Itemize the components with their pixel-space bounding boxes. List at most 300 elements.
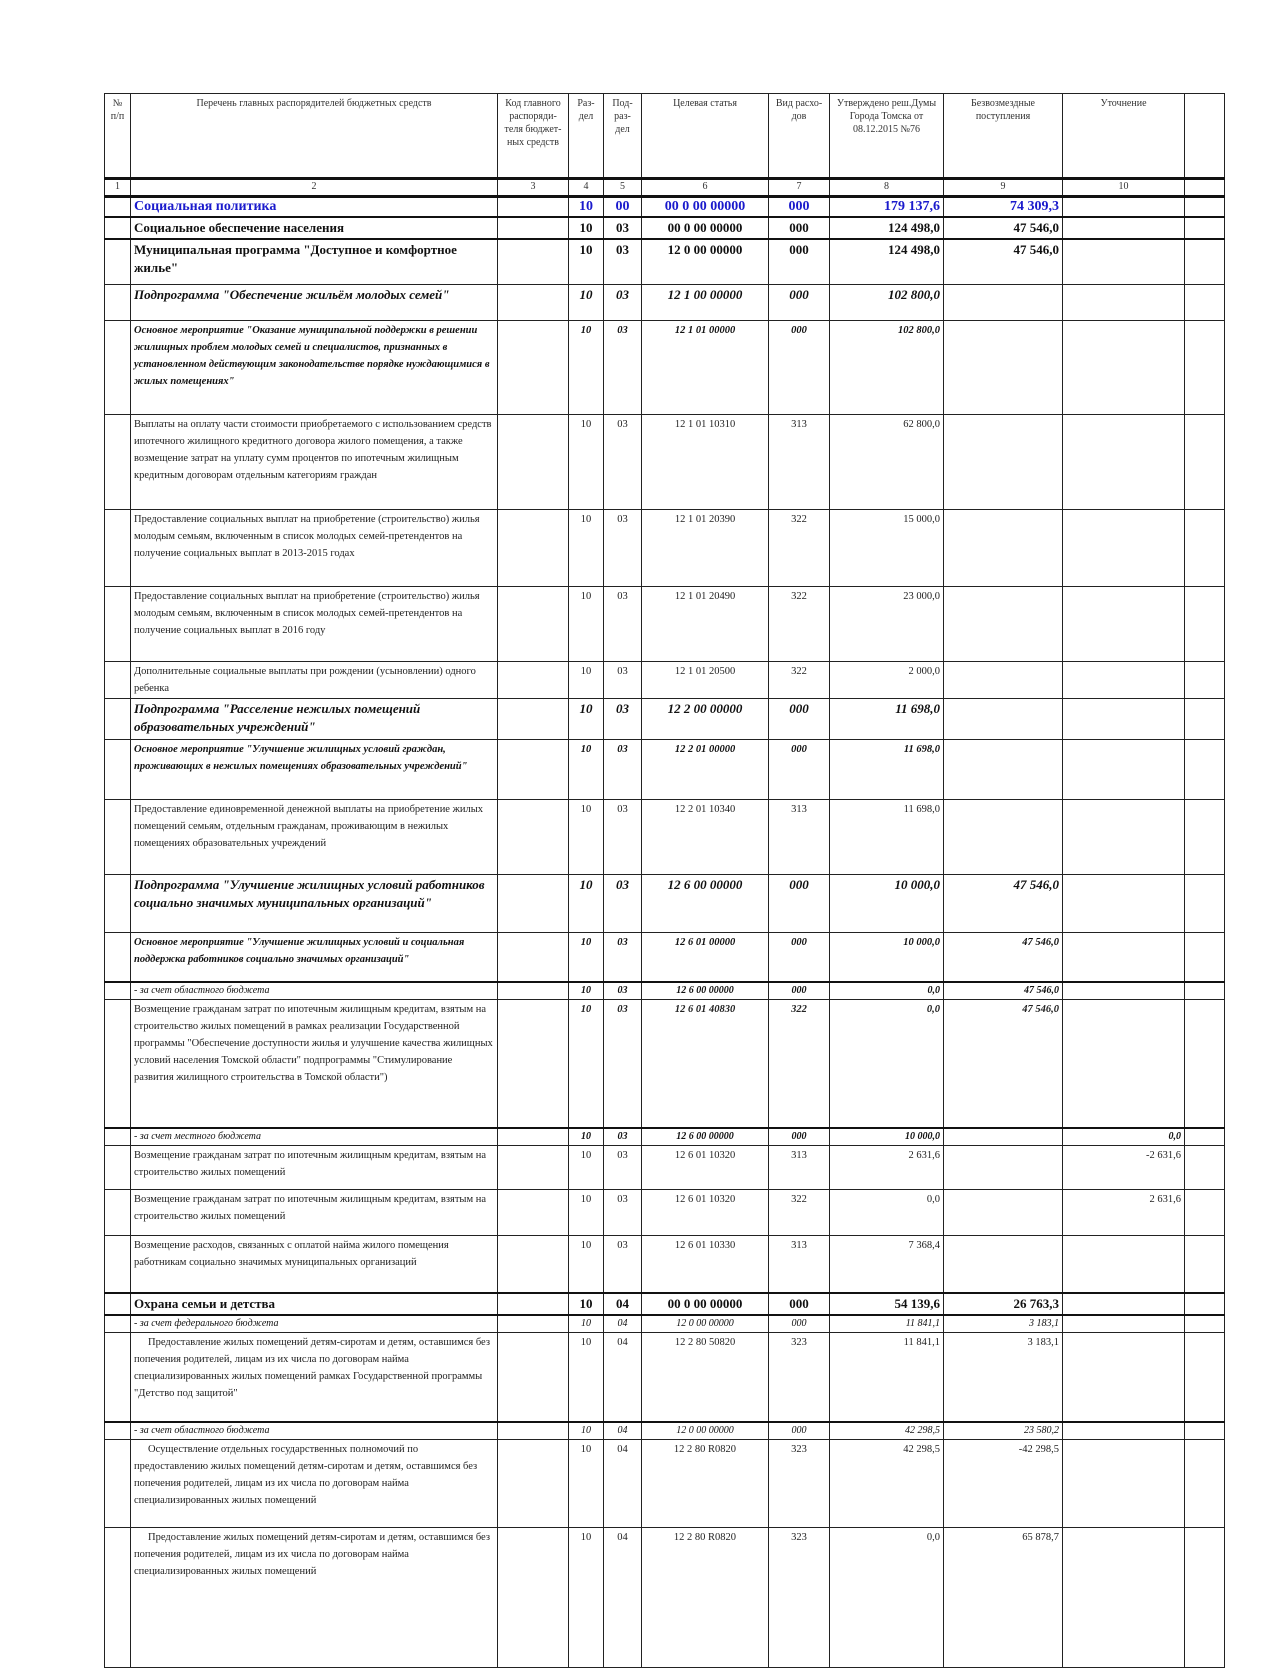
column-header: № п/п <box>105 94 131 179</box>
cell-empty <box>1185 1333 1225 1422</box>
cell-razdel: 10 <box>569 982 604 1000</box>
cell-razdel: 10 <box>569 1422 604 1440</box>
cell-name: Основное мероприятие "Улучшение жилищных условий и социальная поддержка работников социально значимых организаций" <box>131 932 498 982</box>
cell-podrazdel: 03 <box>604 739 642 799</box>
cell-change <box>1063 1235 1185 1293</box>
cell-empty <box>105 284 131 320</box>
cell-approved: 0,0 <box>830 1000 944 1128</box>
cell-empty <box>1185 320 1225 414</box>
cell-change <box>1063 661 1185 698</box>
cell-vid: 313 <box>769 799 830 874</box>
column-header: Утверждено реш.Думы Города Томска от 08.12.2015 №76 <box>830 94 944 179</box>
cell-change <box>1063 197 1185 218</box>
cell-approved: 10 000,0 <box>830 1128 944 1146</box>
cell-change <box>1063 1422 1185 1440</box>
cell-empty <box>105 661 131 698</box>
cell-empty <box>105 239 131 284</box>
cell-empty <box>498 982 569 1000</box>
cell-vid: 322 <box>769 586 830 661</box>
cell-name: Возмещение расходов, связанных с оплатой найма жилого помещения работникам социально значимых муниципальных организаций <box>131 1235 498 1293</box>
cell-empty <box>498 661 569 698</box>
cell-name: Предоставление социальных выплат на приобретение (строительство) жилья молодым семьям, включенным в список молодых семей-претендентов на получение социальных выплат в 2013-2015 годах <box>131 509 498 586</box>
cell-empty <box>498 1293 569 1315</box>
column-numbers-row <box>105 179 1225 197</box>
cell-approved: 42 298,5 <box>830 1422 944 1440</box>
cell-name: Предоставление жилых помещений детям-сиротам и детям, оставшимся без попечения родителей, лицам из их числа по договорам найма специализированных жилых помещений рамках Государственной программы "Детство под защитой" <box>131 1333 498 1422</box>
cell-empty <box>498 217 569 239</box>
cell-name: Выплаты на оплату части стоимости приобретаемого с использованием средств ипотечного жилищного кредитного договора жилого помещения, а также возмещение затрат на уплату сумм процентов по ипотечным жилищным кредитным договорам отдельным категориям граждан <box>131 414 498 509</box>
cell-podrazdel: 03 <box>604 932 642 982</box>
cell-grants <box>944 739 1063 799</box>
cell-empty <box>105 586 131 661</box>
cell-change <box>1063 739 1185 799</box>
cell-razdel: 10 <box>569 197 604 218</box>
cell-empty <box>1185 661 1225 698</box>
cell-empty <box>1185 1000 1225 1128</box>
cell-change <box>1063 1439 1185 1527</box>
cell-empty <box>1185 698 1225 739</box>
column-number: 1 <box>105 179 131 197</box>
cell-approved: 102 800,0 <box>830 320 944 414</box>
cell-approved: 23 000,0 <box>830 586 944 661</box>
column-header: Раз-дел <box>569 94 604 179</box>
cell-empty <box>498 586 569 661</box>
cell-approved: 11 841,1 <box>830 1333 944 1422</box>
cell-empty <box>105 1439 131 1527</box>
cell-name: Подпрограмма "Улучшение жилищных условий работников социально значимых муниципальных организаций" <box>131 874 498 932</box>
cell-grants <box>944 1145 1063 1189</box>
cell-empty <box>1185 197 1225 218</box>
cell-empty <box>105 1189 131 1235</box>
cell-article: 12 1 01 20490 <box>642 586 769 661</box>
cell-article: 12 1 01 20390 <box>642 509 769 586</box>
cell-empty <box>105 1527 131 1667</box>
cell-article: 12 2 01 00000 <box>642 739 769 799</box>
cell-name: - за счет областного бюджета <box>131 982 498 1000</box>
table-row <box>105 874 1225 932</box>
cell-vid: 313 <box>769 1235 830 1293</box>
cell-vid: 000 <box>769 1293 830 1315</box>
cell-empty <box>105 698 131 739</box>
cell-empty <box>1185 874 1225 932</box>
cell-vid: 322 <box>769 1189 830 1235</box>
cell-approved: 0,0 <box>830 982 944 1000</box>
cell-razdel: 10 <box>569 1527 604 1667</box>
cell-name: Возмещение гражданам затрат по ипотечным жилищным кредитам, взятым на строительство жилых помещений в рамках реализации Государственной программы "Обеспечение доступности жилья и улучшение качества жилищных условий населения Томской области" подпрограммы "Стимулирование развития жилищного строительства в Томской области") <box>131 1000 498 1128</box>
cell-article: 12 6 01 10330 <box>642 1235 769 1293</box>
cell-empty <box>498 1439 569 1527</box>
cell-name: Охрана семьи и детства <box>131 1293 498 1315</box>
cell-empty <box>105 1145 131 1189</box>
cell-podrazdel: 03 <box>604 320 642 414</box>
column-header: Целевая статья <box>642 94 769 179</box>
cell-empty <box>498 799 569 874</box>
cell-article: 00 0 00 00000 <box>642 1293 769 1315</box>
cell-empty <box>1185 1439 1225 1527</box>
cell-empty <box>498 197 569 218</box>
cell-article: 12 2 01 10340 <box>642 799 769 874</box>
cell-change <box>1063 1293 1185 1315</box>
cell-grants: 47 546,0 <box>944 239 1063 284</box>
cell-change <box>1063 1315 1185 1333</box>
cell-empty <box>105 874 131 932</box>
cell-empty <box>498 284 569 320</box>
column-header: Уточнение <box>1063 94 1185 179</box>
cell-podrazdel: 04 <box>604 1422 642 1440</box>
cell-article: 12 6 00 00000 <box>642 874 769 932</box>
cell-vid: 000 <box>769 197 830 218</box>
cell-razdel: 10 <box>569 799 604 874</box>
cell-empty <box>1185 217 1225 239</box>
cell-empty <box>498 874 569 932</box>
cell-empty <box>498 414 569 509</box>
column-number: 2 <box>131 179 498 197</box>
cell-grants: 26 763,3 <box>944 1293 1063 1315</box>
cell-article: 12 1 01 20500 <box>642 661 769 698</box>
cell-grants <box>944 509 1063 586</box>
cell-grants: 47 546,0 <box>944 217 1063 239</box>
table-row <box>105 1527 1225 1667</box>
cell-empty <box>105 1422 131 1440</box>
cell-empty <box>498 1315 569 1333</box>
column-number <box>1185 179 1225 197</box>
table-row <box>105 799 1225 874</box>
cell-vid: 000 <box>769 1422 830 1440</box>
table-row <box>105 1128 1225 1146</box>
cell-vid: 323 <box>769 1439 830 1527</box>
cell-podrazdel: 03 <box>604 1000 642 1128</box>
cell-name: Подпрограмма "Расселение нежилых помещений образовательных учреждений" <box>131 698 498 739</box>
cell-razdel: 10 <box>569 1000 604 1128</box>
cell-article: 12 2 80 50820 <box>642 1333 769 1422</box>
cell-razdel: 10 <box>569 217 604 239</box>
cell-approved: 10 000,0 <box>830 874 944 932</box>
cell-name: Основное мероприятие "Оказание муниципальной поддержки в решении жилищных проблем молодых семей и специалистов, признанных в установленном действующим законодательстве порядке нуждающимися в жилых помещениях" <box>131 320 498 414</box>
cell-article: 12 6 01 10320 <box>642 1145 769 1189</box>
cell-empty <box>1185 284 1225 320</box>
cell-vid: 000 <box>769 217 830 239</box>
cell-approved: 54 139,6 <box>830 1293 944 1315</box>
cell-podrazdel: 03 <box>604 414 642 509</box>
cell-grants: 47 546,0 <box>944 932 1063 982</box>
table-row <box>105 509 1225 586</box>
table-row <box>105 197 1225 218</box>
cell-grants: 47 546,0 <box>944 1000 1063 1128</box>
column-header <box>1185 94 1225 179</box>
cell-razdel: 10 <box>569 1439 604 1527</box>
cell-empty <box>105 1315 131 1333</box>
cell-empty <box>105 509 131 586</box>
table-row <box>105 1145 1225 1189</box>
cell-empty <box>498 509 569 586</box>
cell-change <box>1063 239 1185 284</box>
cell-empty <box>105 739 131 799</box>
cell-name: Возмещение гражданам затрат по ипотечным жилищным кредитам, взятым на строительство жилых помещений <box>131 1189 498 1235</box>
table-row <box>105 698 1225 739</box>
cell-empty <box>105 197 131 218</box>
cell-vid: 000 <box>769 874 830 932</box>
cell-vid: 313 <box>769 1145 830 1189</box>
cell-podrazdel: 03 <box>604 1128 642 1146</box>
cell-approved: 179 137,6 <box>830 197 944 218</box>
cell-article: 12 1 01 00000 <box>642 320 769 414</box>
cell-approved: 42 298,5 <box>830 1439 944 1527</box>
cell-vid: 322 <box>769 661 830 698</box>
cell-empty <box>498 739 569 799</box>
cell-vid: 000 <box>769 284 830 320</box>
cell-podrazdel: 03 <box>604 1235 642 1293</box>
cell-razdel: 10 <box>569 509 604 586</box>
cell-change <box>1063 320 1185 414</box>
cell-name: Предоставление жилых помещений детям-сиротам и детям, оставшимся без попечения родителей, лицам из их числа по договорам найма специализированных жилых помещений <box>131 1527 498 1667</box>
table-row <box>105 586 1225 661</box>
column-header: Вид расхо-дов <box>769 94 830 179</box>
cell-empty <box>1185 509 1225 586</box>
cell-empty <box>1185 1293 1225 1315</box>
cell-podrazdel: 03 <box>604 586 642 661</box>
table-row <box>105 661 1225 698</box>
cell-article: 12 2 00 00000 <box>642 698 769 739</box>
cell-empty <box>105 799 131 874</box>
cell-approved: 0,0 <box>830 1189 944 1235</box>
cell-change: -2 631,6 <box>1063 1145 1185 1189</box>
cell-approved: 102 800,0 <box>830 284 944 320</box>
cell-change <box>1063 1527 1185 1667</box>
cell-empty <box>1185 932 1225 982</box>
table-row <box>105 284 1225 320</box>
table-row <box>105 1000 1225 1128</box>
cell-empty <box>498 1333 569 1422</box>
cell-vid: 322 <box>769 509 830 586</box>
cell-razdel: 10 <box>569 1189 604 1235</box>
cell-empty <box>105 414 131 509</box>
cell-approved: 11 698,0 <box>830 698 944 739</box>
cell-podrazdel: 03 <box>604 239 642 284</box>
column-header: Под-раз-дел <box>604 94 642 179</box>
table-row <box>105 1315 1225 1333</box>
cell-empty <box>1185 982 1225 1000</box>
cell-name: Основное мероприятие "Улучшение жилищных условий граждан, проживающих в нежилых помещениях образовательных учреждений" <box>131 739 498 799</box>
cell-approved: 15 000,0 <box>830 509 944 586</box>
cell-change <box>1063 217 1185 239</box>
cell-vid: 313 <box>769 414 830 509</box>
cell-article: 12 6 01 10320 <box>642 1189 769 1235</box>
cell-grants <box>944 1235 1063 1293</box>
cell-razdel: 10 <box>569 1128 604 1146</box>
column-number: 6 <box>642 179 769 197</box>
cell-empty <box>498 239 569 284</box>
cell-razdel: 10 <box>569 414 604 509</box>
column-number: 8 <box>830 179 944 197</box>
cell-name: Подпрограмма "Обеспечение жильём молодых семей" <box>131 284 498 320</box>
cell-empty <box>498 1527 569 1667</box>
cell-article: 12 2 80 R0820 <box>642 1439 769 1527</box>
column-number: 5 <box>604 179 642 197</box>
cell-approved: 2 631,6 <box>830 1145 944 1189</box>
cell-name: - за счет федерального бюджета <box>131 1315 498 1333</box>
cell-grants <box>944 698 1063 739</box>
cell-change <box>1063 982 1185 1000</box>
cell-vid: 000 <box>769 1315 830 1333</box>
cell-name: Социальное обеспечение населения <box>131 217 498 239</box>
table-row <box>105 982 1225 1000</box>
cell-grants: 47 546,0 <box>944 874 1063 932</box>
cell-grants: 3 183,1 <box>944 1333 1063 1422</box>
cell-empty <box>1185 1145 1225 1189</box>
cell-article: 12 6 00 00000 <box>642 982 769 1000</box>
table-row <box>105 414 1225 509</box>
cell-article: 12 1 00 00000 <box>642 284 769 320</box>
cell-razdel: 10 <box>569 1333 604 1422</box>
cell-change <box>1063 874 1185 932</box>
cell-empty <box>1185 1128 1225 1146</box>
table-row <box>105 1422 1225 1440</box>
cell-grants <box>944 1189 1063 1235</box>
cell-article: 12 6 01 00000 <box>642 932 769 982</box>
cell-approved: 62 800,0 <box>830 414 944 509</box>
cell-razdel: 10 <box>569 1235 604 1293</box>
cell-podrazdel: 00 <box>604 197 642 218</box>
cell-grants: 23 580,2 <box>944 1422 1063 1440</box>
cell-change <box>1063 1333 1185 1422</box>
cell-approved: 0,0 <box>830 1527 944 1667</box>
cell-change <box>1063 509 1185 586</box>
cell-razdel: 10 <box>569 698 604 739</box>
cell-change <box>1063 932 1185 982</box>
cell-name: - за счет местного бюджета <box>131 1128 498 1146</box>
cell-change <box>1063 586 1185 661</box>
cell-grants <box>944 414 1063 509</box>
cell-empty <box>105 217 131 239</box>
cell-podrazdel: 03 <box>604 284 642 320</box>
budget-table <box>104 93 1225 1668</box>
column-header: Код главного распоряди-теля бюджет-ных средств <box>498 94 569 179</box>
cell-change <box>1063 698 1185 739</box>
cell-approved: 124 498,0 <box>830 217 944 239</box>
cell-grants: 74 309,3 <box>944 197 1063 218</box>
cell-article: 12 0 00 00000 <box>642 239 769 284</box>
cell-vid: 000 <box>769 1128 830 1146</box>
cell-empty <box>105 1235 131 1293</box>
cell-podrazdel: 03 <box>604 698 642 739</box>
cell-vid: 323 <box>769 1333 830 1422</box>
cell-grants <box>944 799 1063 874</box>
cell-empty <box>105 1333 131 1422</box>
cell-approved: 124 498,0 <box>830 239 944 284</box>
cell-razdel: 10 <box>569 239 604 284</box>
cell-name: Предоставление единовременной денежной выплаты на приобретение жилых помещений семьям, отдельным гражданам, проживающим в нежилых помещениях образовательных учреждений <box>131 799 498 874</box>
cell-empty <box>1185 1315 1225 1333</box>
cell-change <box>1063 284 1185 320</box>
cell-razdel: 10 <box>569 320 604 414</box>
cell-name: Муниципальная программа "Доступное и комфортное жилье" <box>131 239 498 284</box>
cell-vid: 000 <box>769 932 830 982</box>
cell-vid: 000 <box>769 698 830 739</box>
cell-podrazdel: 03 <box>604 1189 642 1235</box>
cell-article: 00 0 00 00000 <box>642 197 769 218</box>
cell-change <box>1063 799 1185 874</box>
cell-empty <box>498 1235 569 1293</box>
cell-razdel: 10 <box>569 1315 604 1333</box>
table-row <box>105 1235 1225 1293</box>
table-row <box>105 1189 1225 1235</box>
cell-empty <box>498 1189 569 1235</box>
cell-razdel: 10 <box>569 1145 604 1189</box>
cell-name: Возмещение гражданам затрат по ипотечным жилищным кредитам, взятым на строительство жилых помещений <box>131 1145 498 1189</box>
cell-grants <box>944 320 1063 414</box>
cell-article: 12 6 01 40830 <box>642 1000 769 1128</box>
cell-razdel: 10 <box>569 932 604 982</box>
cell-podrazdel: 04 <box>604 1333 642 1422</box>
cell-empty <box>1185 739 1225 799</box>
cell-vid: 322 <box>769 1000 830 1128</box>
table-row <box>105 217 1225 239</box>
cell-article: 12 0 00 00000 <box>642 1422 769 1440</box>
cell-podrazdel: 04 <box>604 1315 642 1333</box>
cell-empty <box>1185 1422 1225 1440</box>
cell-empty <box>498 1145 569 1189</box>
cell-podrazdel: 03 <box>604 799 642 874</box>
cell-razdel: 10 <box>569 661 604 698</box>
column-number: 7 <box>769 179 830 197</box>
cell-podrazdel: 04 <box>604 1293 642 1315</box>
cell-podrazdel: 03 <box>604 217 642 239</box>
cell-empty <box>105 982 131 1000</box>
cell-empty <box>105 1293 131 1315</box>
cell-approved: 10 000,0 <box>830 932 944 982</box>
cell-razdel: 10 <box>569 739 604 799</box>
table-row <box>105 1439 1225 1527</box>
cell-vid: 000 <box>769 320 830 414</box>
cell-empty <box>1185 799 1225 874</box>
table-row <box>105 739 1225 799</box>
table-row <box>105 239 1225 284</box>
cell-vid: 323 <box>769 1527 830 1667</box>
cell-podrazdel: 04 <box>604 1439 642 1527</box>
cell-empty <box>498 698 569 739</box>
cell-empty <box>105 932 131 982</box>
cell-grants <box>944 284 1063 320</box>
cell-article: 12 6 00 00000 <box>642 1128 769 1146</box>
cell-article: 12 1 01 10310 <box>642 414 769 509</box>
cell-grants: 47 546,0 <box>944 982 1063 1000</box>
cell-empty <box>1185 1189 1225 1235</box>
column-header: Безвозмездные поступления <box>944 94 1063 179</box>
cell-empty <box>1185 1527 1225 1667</box>
cell-approved: 11 698,0 <box>830 799 944 874</box>
cell-name: Социальная политика <box>131 197 498 218</box>
cell-vid: 000 <box>769 239 830 284</box>
cell-razdel: 10 <box>569 284 604 320</box>
cell-empty <box>498 932 569 982</box>
table-row <box>105 320 1225 414</box>
cell-grants <box>944 661 1063 698</box>
cell-razdel: 10 <box>569 1293 604 1315</box>
cell-approved: 11 698,0 <box>830 739 944 799</box>
cell-vid: 000 <box>769 739 830 799</box>
cell-name: Предоставление социальных выплат на приобретение (строительство) жилья молодым семьям, включенным в список молодых семей-претендентов на получение социальных выплат в 2016 году <box>131 586 498 661</box>
cell-grants: -42 298,5 <box>944 1439 1063 1527</box>
cell-article: 00 0 00 00000 <box>642 217 769 239</box>
table-row <box>105 1333 1225 1422</box>
cell-empty <box>1185 586 1225 661</box>
cell-empty <box>105 1000 131 1128</box>
column-number: 3 <box>498 179 569 197</box>
cell-grants <box>944 586 1063 661</box>
cell-empty <box>498 1000 569 1128</box>
cell-podrazdel: 03 <box>604 509 642 586</box>
cell-article: 12 2 80 R0820 <box>642 1527 769 1667</box>
